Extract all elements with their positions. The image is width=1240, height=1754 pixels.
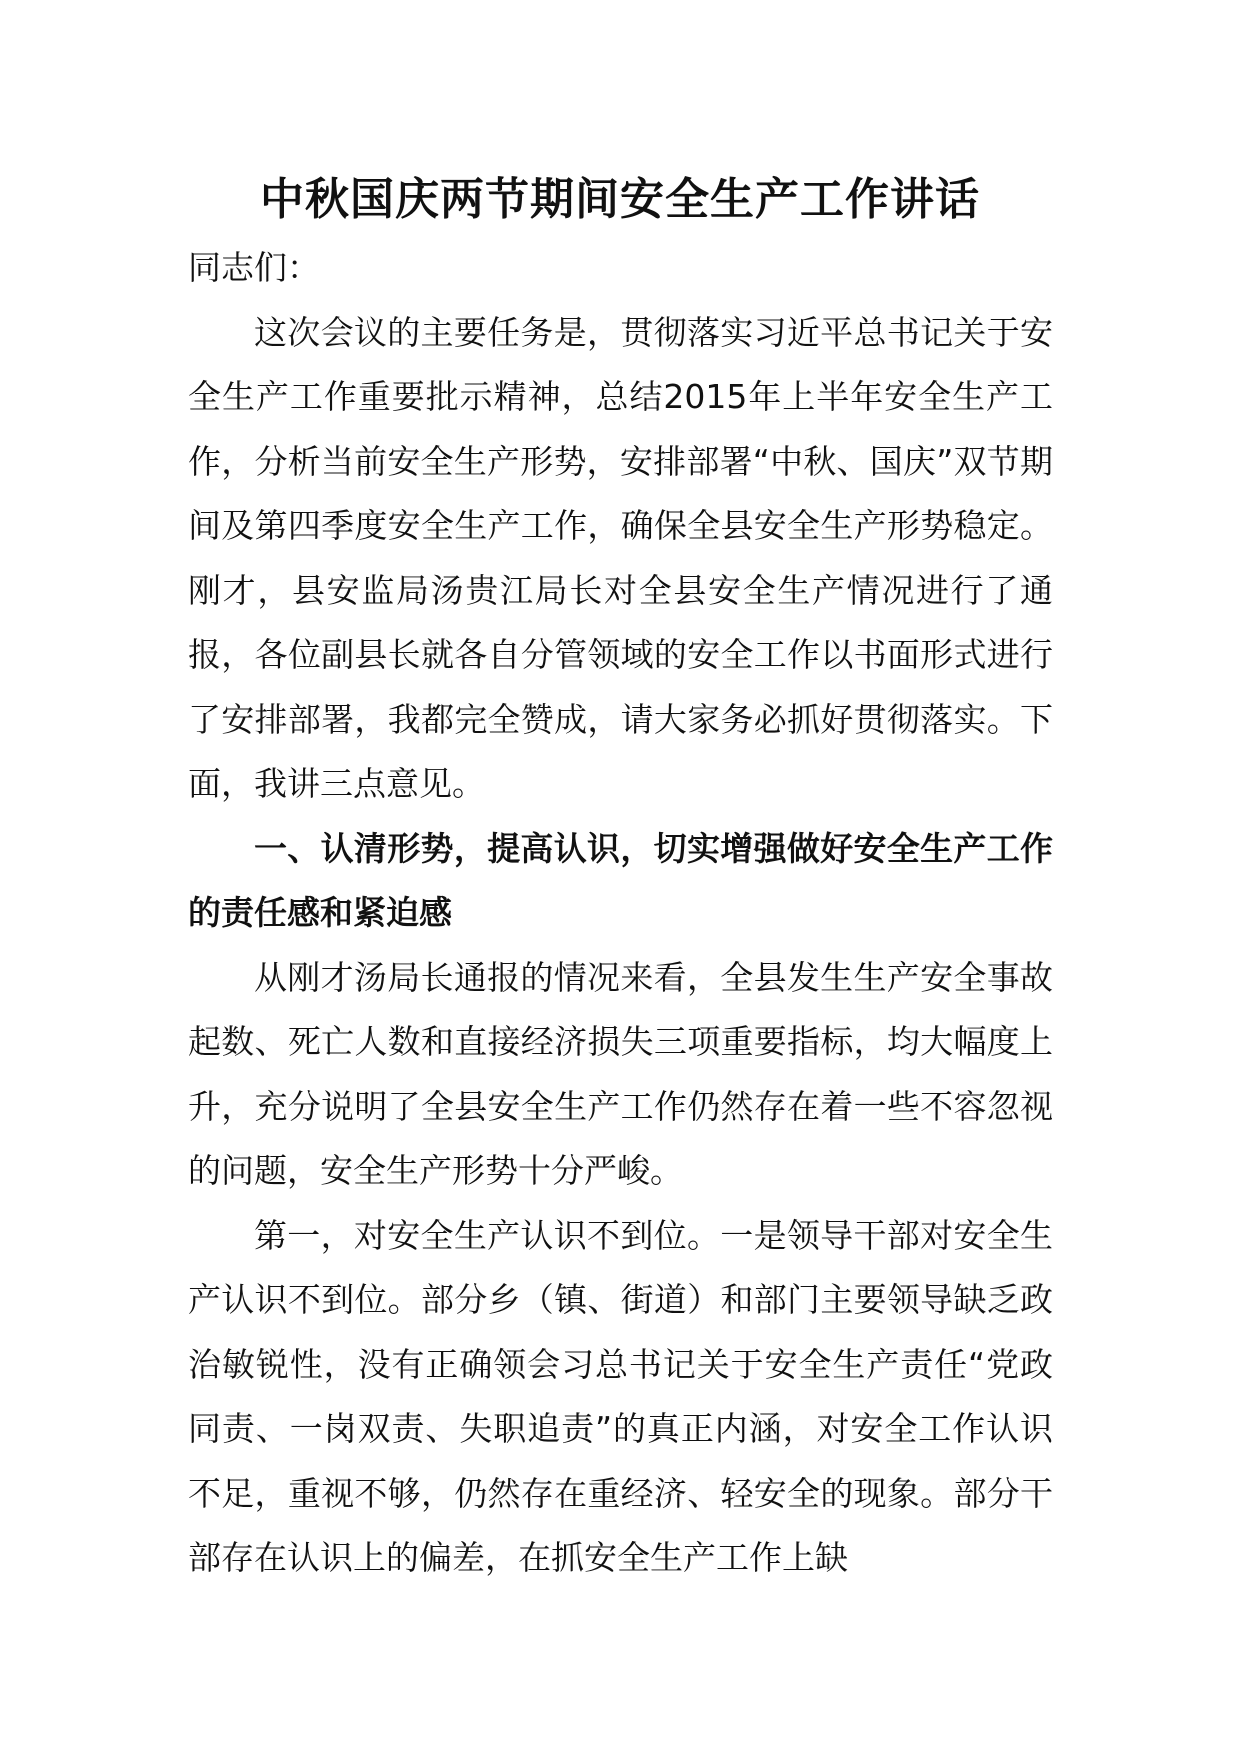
document-title: 中秋国庆两节期间安全生产工作讲话 bbox=[260, 174, 980, 225]
point-1-paragraph: 第一，对安全生产认识不到位。一是领导干部对安全生产认识不到位。部分乡（镇、街道）和部门主要领导缺乏政治敏锐性，没有正确领会习总书记关于安全生产责任“党政同责、一岗双责、失职追责”的真正内涵，对安全工作认识不足，重视不够，仍然存在重经济、轻安全的现象。部分干部存在认识上的偏差，在抓安全生产工作上缺 bbox=[188, 1215, 1053, 1577]
situation-paragraph: 从刚才汤局长通报的情况来看，全县发生生产安全事故起数、死亡人数和直接经济损失三项重要指标，均大幅度上升，充分说明了全县安全生产工作仍然存在着一些不容忽视的问题，安全生产形势十分严峻。 bbox=[188, 957, 1053, 1190]
intro-paragraph: 这次会议的主要任务是，贯彻落实习近平总书记关于安全生产工作重要批示精神，总结2015年上半年安全生产工作，分析当前安全生产形势，安排部署“中秋、国庆”双节期间及第四季度安全生产工作，确保全县安全生产形势稳定。刚才，县安监局汤贵江局长对全县安全生产情况进行了通报，各位副县长就各自分管领域的安全工作以书面形式进行了安排部署，我都完全赞成，请大家务必抓好贯彻落实。下面，我讲三点意见。 bbox=[188, 312, 1053, 803]
section-heading-1: 一、认清形势，提高认识，切实增强做好安全生产工作的责任感和紧迫感 bbox=[188, 828, 1053, 932]
salutation: 同志们： bbox=[188, 248, 320, 287]
document-body bbox=[188, 236, 1053, 1591]
